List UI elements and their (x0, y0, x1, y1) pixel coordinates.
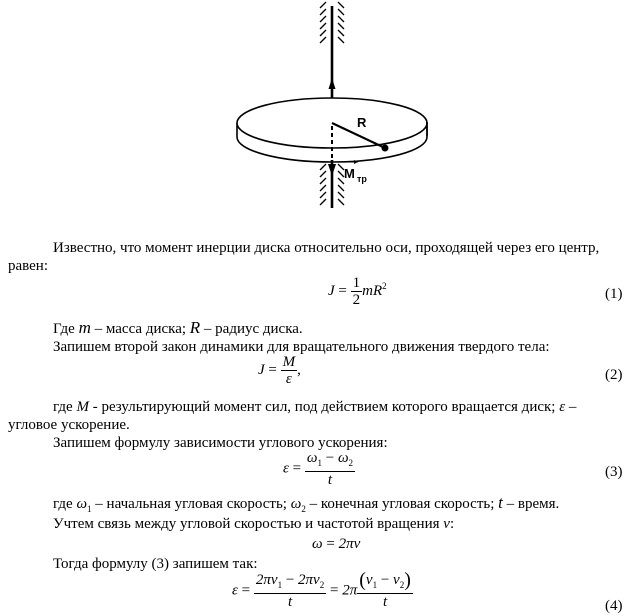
equation-omega: ω = 2πν (312, 536, 361, 552)
paragraph-relation: Учтем связь между угловой скоростью и частотой вращения ν: (53, 516, 455, 532)
equation-1-number: (1) (605, 286, 623, 302)
paragraph-where-M-line2: угловое ускорение. (8, 417, 130, 433)
paragraph-where-M-line1: где M - результирующий момент сил, под действием которого вращается диск; ε – (53, 399, 577, 415)
equation-2: J = $\frac{M}{\varepsilon}$ , (258, 354, 301, 387)
equation-3-number: (3) (605, 464, 623, 480)
paragraph-intro-line1: Известно, что момент инерции диска относительно оси, проходящей через его центр, (53, 240, 600, 256)
moment-subscript: тр (357, 174, 367, 184)
equation-1: J = $\frac{1}{2}$ $mR^2$ (328, 275, 387, 308)
paragraph-second-law: Запишем второй закон динамики для вращательного движения твердого тела: (53, 339, 550, 355)
equation-3: ε = $\frac{\omega_1 - \omega_2}{t}$ (283, 450, 354, 488)
paragraph-intro-line2: равен: (8, 258, 49, 274)
equation-4: ε = $\frac{2\pi\nu_1 - 2\pi\nu_2}{t}$ = 2π $\frac{(\nu_1 - \nu_2)}{t}$ (232, 569, 411, 610)
equation-4-number: (4) (605, 598, 623, 614)
rotating-disk-figure (0, 0, 636, 230)
paragraph-where-m: Где m – масса диска; R – радиус диска. (53, 318, 303, 337)
paragraph-angular-accel: Запишем формулу зависимости углового ускорения: (53, 435, 388, 451)
friction-moment-arrowhead (328, 164, 336, 176)
paragraph-where-omega: где $\omega_1$ – начальная угловая скорость; $\omega_2$ – конечная угловая скорость; t – время. (53, 493, 560, 514)
moment-label: M (344, 166, 355, 181)
radius-label: R (357, 115, 367, 130)
radius-point (382, 145, 389, 152)
equation-2-number: (2) (605, 367, 623, 383)
paragraph-then-formula: Тогда формулу (3) запишем так: (53, 556, 258, 572)
angular-velocity-arrowhead (329, 78, 336, 89)
